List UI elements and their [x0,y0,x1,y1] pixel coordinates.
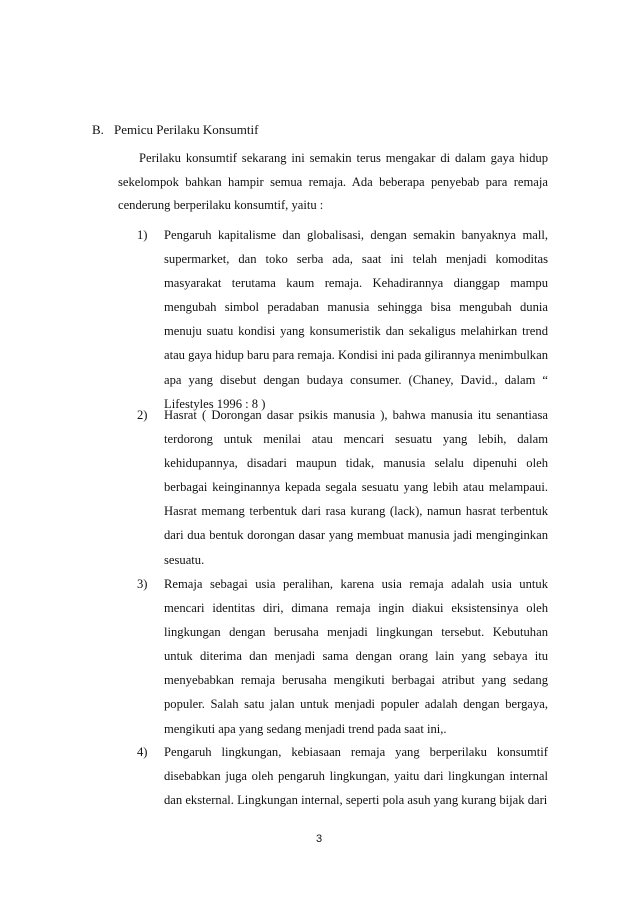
section-letter: B. [92,122,104,137]
item-text: Hasrat ( Dorongan dasar psikis manusia ), bahwa manusia itu senantiasa terdorong untuk menilai atau mencari sesuatu yang lebih, dalam kehidupannya, disadari maupun tidak, manusia selalu dipenuhi oleh berbagai keinginannya kepada segala sesuatu yang lebih atau melampaui. Hasrat memang terbentuk dari rasa kurang (lack), namun hasrat terbentuk dari dua bentuk dorongan dasar yang membuat manusia jadi menginginkan sesuatu. [164,408,548,567]
section-title: Pemicu Perilaku Konsumtif [114,122,259,137]
list-item [118,223,548,416]
item-text: Remaja sebagai usia peralihan, karena usia remaja adalah usia untuk mencari identitas diri, dimana remaja ingin diakui eksistensinya oleh lingkungan dengan berusaha menjadi lingkungan tersebut. Kebutuhan untuk diterima dan menjadi sama dengan orang lain yang sebaya itu menyebabkan remaja berusaha mengikuti berbagai atribut yang sedang populer. Salah satu jalan untuk menjadi populer adalah dengan bergaya, mengikuti apa yang sedang menjadi trend pada saat ini,. [164,577,548,736]
item-number: 2) [137,408,148,422]
item-text: Pengaruh lingkungan, kebiasaan remaja yang berperilaku konsumtif disebabkan juga oleh pengaruh lingkungan, yaitu dari lingkungan internal dan eksternal. Lingkungan internal, seperti pola asuh yang kurang bijak dari [164,745,548,808]
item-number: 4) [137,745,148,759]
list-item [118,572,548,741]
list-item [118,403,548,572]
item-text: Pengaruh kapitalisme dan globalisasi, dengan semakin banyaknya mall, supermarket, dan toko serba ada, saat ini telah menjadi komoditas masyarakat terutama kaum remaja. Kehadirannya dianggap mampu mengubah simbol peradaban manusia sehingga bisa mengubah dunia menuju suatu kondisi yang konsumeristik dan sekaligus melahirkan trend atau gaya hidup baru para remaja. Kondisi ini pada gilirannya menimbulkan apa yang disebut dengan budaya consumer. (Chaney, David., dalam “ Lifestyles 1996 : 8 ) [164,228,548,411]
page-number: 3 [315,833,323,845]
item-number: 3) [137,577,148,591]
intro-paragraph: Perilaku konsumtif sekarang ini semakin terus mengakar di dalam gaya hidup sekelompok bahkan hampir semua remaja. Ada beberapa penyebab para remaja cenderung berperilaku konsumtif, yaitu : [118,151,548,213]
section-heading [92,121,258,138]
list-item [118,740,548,812]
item-number: 1) [137,228,148,242]
